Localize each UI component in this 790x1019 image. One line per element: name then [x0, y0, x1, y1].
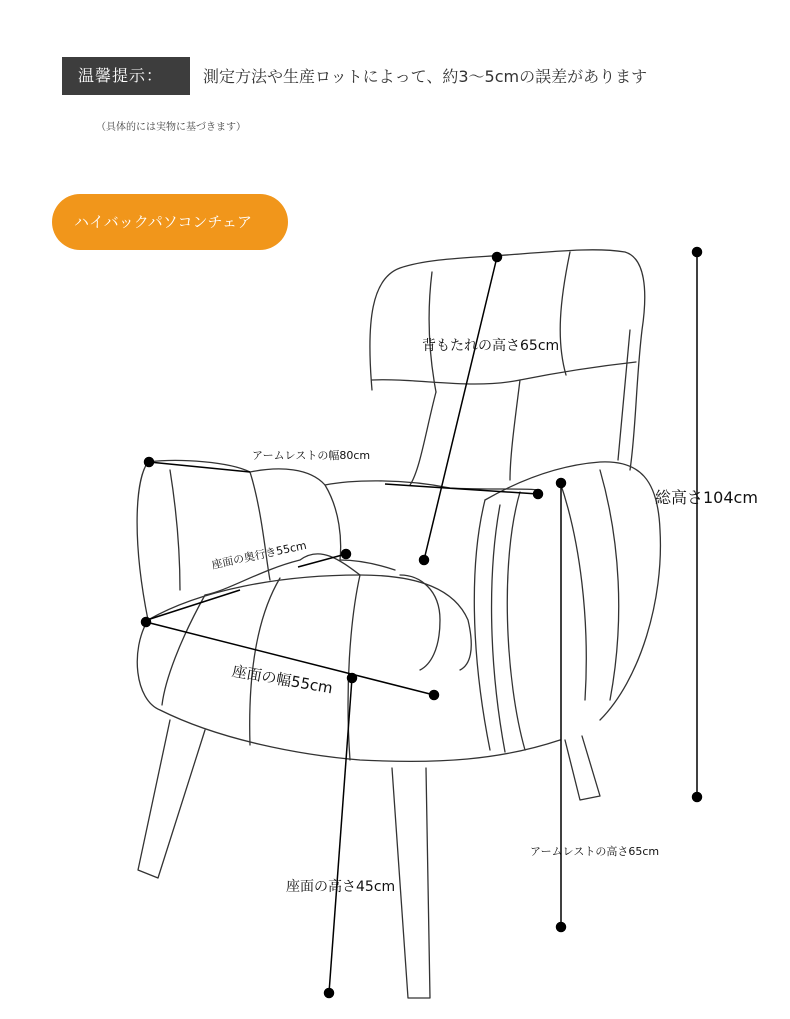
backrest-height-label: 背もたれの高さ65cm: [422, 338, 560, 354]
notice-subtext: （具体的には実物に基づきます）: [96, 122, 246, 133]
seat-height-label: 座面の高さ45cm: [286, 879, 396, 895]
total-height-label: 総高さ104cm: [655, 488, 758, 507]
armrest-height-label: アームレストの高さ65cm: [530, 845, 660, 858]
seat-width-label: 座面の幅55cm: [230, 661, 335, 698]
product-title-badge: ハイバックパソコンチェア: [52, 194, 288, 250]
notice-label: 温馨提示：: [62, 57, 190, 95]
seat-depth-label: 座面の奥行き55cm: [210, 538, 308, 572]
notice-text: 測定方法や生産ロットによって、約3～5cmの誤差があります: [203, 67, 648, 86]
armrest-width-label: アームレストの幅80cm: [252, 449, 371, 462]
